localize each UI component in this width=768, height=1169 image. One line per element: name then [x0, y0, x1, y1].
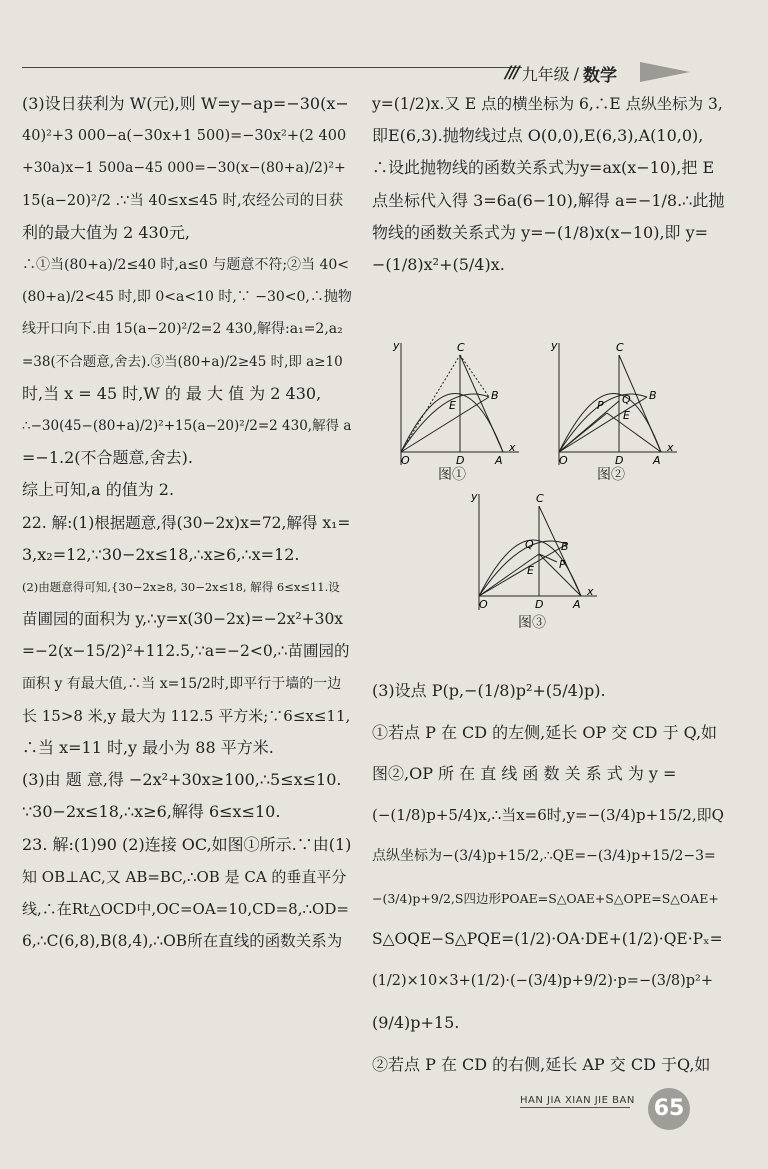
fig2-label-e: E — [623, 409, 630, 422]
fig2-label-x: x — [667, 441, 674, 454]
figure-3 — [463, 488, 603, 618]
fig2-label-d: D — [615, 454, 624, 467]
right-text-bottom-line: 点纵坐标为−(3/4)p+15/2,∴QE=−(3/4)p+15/2−3= — [372, 848, 716, 864]
left-text-line: =−2(x−15/2)²+112.5,∵a=−2<0,∴苗圃园的 — [22, 642, 350, 661]
left-text-line: 苗圃园的面积为 y,∴y=x(30−2x)=−2x²+30x — [22, 610, 344, 629]
left-text-line: 3,x₂=12,∵30−2x≤18,∴x≥6,∴x=12. — [22, 544, 300, 564]
fig1-label-a: A — [495, 454, 503, 467]
left-text-line: (2)由题意得可知,{30−2x≥8, 30−2x≤18, 解得 6≤x≤11.设 — [22, 580, 340, 595]
right-text-bottom-line: (3)设点 P(p,−(1/8)p²+(5/4)p). — [372, 681, 606, 700]
left-text-line: (3)由 题 意,得 −2x²+30x≥100,∴5≤x≤10. — [22, 770, 342, 790]
header-subject: 数学 — [583, 65, 618, 86]
right-text-bottom-line: ①若点 P 在 CD 的左侧,延长 OP 交 CD 于 Q,如 — [372, 722, 718, 742]
right-column-bottom — [372, 670, 724, 1085]
footer-rule — [520, 1107, 630, 1108]
fig1-label-d: D — [456, 454, 465, 467]
fig2-label-p: P — [597, 399, 604, 412]
fig1-label-x: x — [509, 441, 516, 454]
figure-1-caption: 图① — [438, 467, 466, 483]
left-text-line: 时,当 x = 45 时,W 的 最 大 值 为 2 430, — [22, 383, 322, 403]
fig1-label-e: E — [449, 399, 456, 412]
fig3-label-x: x — [587, 585, 594, 598]
right-text-top-line: 点坐标代入得 3=6a(6−10),解得 a=−1/8.∴此抛 — [372, 190, 725, 210]
right-text-top-line: −(1/8)x²+(5/4)x. — [372, 255, 505, 275]
left-text-line: 长 15>8 米,y 最大为 112.5 平方米;∵6≤x≤11, — [22, 706, 351, 725]
left-text-line: ∴−30(45−(80+a)/2)²+15(a−20)²/2=2 430,解得 a — [22, 418, 352, 435]
fig3-label-q: Q — [525, 538, 534, 551]
header-rule — [22, 67, 522, 68]
right-text-bottom-line: 图②,OP 所 在 直 线 函 数 关 系 式 为 y = — [372, 764, 677, 783]
fig3-label-p: P — [559, 558, 566, 571]
fig1-label-c: C — [457, 341, 465, 354]
left-text-line: 22. 解:(1)根据题意,得(30−2x)x=72,解得 x₁= — [22, 513, 351, 532]
fig1-label-b: B — [491, 389, 499, 402]
right-text-top-line: ∴设此抛物线的函数关系式为y=ax(x−10),把 E — [372, 158, 715, 178]
right-text-bottom-line: −(3/4)p+9/2,S四边形POAE=S△OAE+S△OPE=S△OAE+ — [372, 890, 719, 906]
left-text-line: +30a)x−1 500a−45 000=−30(x−(80+a)/2)²+ — [22, 160, 346, 177]
left-text-line: (3)设日获利为 W(元),则 W=y−ap=−30(x− — [22, 94, 349, 113]
fig3-label-b: B — [561, 540, 569, 553]
right-text-bottom-line: (1/2)×10×3+(1/2)·(−(3/4)p+9/2)·p=−(3/8)p²+ — [372, 972, 713, 989]
left-text-line: 线开口向下.由 15(a−20)²/2=2 430,解得:a₁=2,a₂ — [22, 321, 343, 338]
right-column-top — [372, 88, 724, 281]
left-text-line: 知 OB⊥AC,又 AB=BC,∴OB 是 CA 的垂直平分 — [22, 867, 347, 886]
left-text-line: ∵30−2x≤18,∴x≥6,解得 6≤x≤10. — [22, 802, 281, 822]
left-text-line: ∴当 x=11 时,y 最小为 88 平方米. — [22, 738, 274, 758]
left-text-line: =38(不合题意,舍去).③当(80+a)/2≥45 时,即 a≥10 — [22, 353, 343, 370]
footer-publisher: HAN JIA XIAN JIE BAN — [520, 1095, 635, 1106]
fig2-label-o: O — [559, 454, 568, 467]
figure-2 — [545, 335, 685, 470]
right-text-bottom-line: (−(1/8)p+5/4)x,∴当x=6时,y=−(3/4)p+15/2,即Q — [372, 805, 724, 824]
figure-2-caption: 图② — [597, 467, 625, 483]
right-text-bottom-line: (9/4)p+15. — [372, 1013, 460, 1032]
right-text-top-line: y=(1/2)x.又 E 点的横坐标为 6,∴E 点纵坐标为 3, — [372, 95, 723, 113]
left-text-line: ∴①当(80+a)/2≤40 时,a≤0 与题意不符;②当 40< — [22, 257, 350, 274]
right-text-bottom-line: ②若点 P 在 CD 的右侧,延长 AP 交 CD 于Q,如 — [372, 1054, 711, 1074]
left-text-line: (80+a)/2<45 时,即 0<a<10 时,∵ −30<0,∴抛物 — [22, 289, 352, 306]
fig2-label-y: y — [551, 339, 558, 352]
fig2-label-a: A — [653, 454, 661, 467]
right-text-bottom-line: S△OQE−S△PQE=(1/2)·OA·DE+(1/2)·QE·Pₓ= — [372, 930, 723, 948]
header-slashes: /// — [505, 63, 518, 83]
figure-1 — [385, 335, 525, 470]
left-text-line: 综上可知,a 的值为 2. — [22, 480, 175, 500]
fig3-label-o: O — [479, 598, 488, 611]
right-text-top-line: 物线的函数关系式为 y=−(1/8)x(x−10),即 y= — [372, 222, 709, 242]
left-text-line: 面积 y 有最大值,∴当 x=15/2时,即平行于墙的一边 — [22, 675, 342, 692]
left-text-line: 40)²+3 000−a(−30x+1 500)=−30x²+(2 400 — [22, 128, 347, 145]
running-header — [505, 60, 691, 86]
header-grade: 九年级 — [521, 64, 570, 84]
left-text-line: 23. 解:(1)90 (2)连接 OC,如图①所示.∵由(1) — [22, 834, 352, 854]
left-text-line: 线,∴在Rt△OCD中,OC=OA=10,CD=8,∴OD= — [22, 900, 349, 919]
fig1-label-y: y — [393, 339, 400, 352]
fig3-label-e: E — [527, 564, 534, 577]
right-text-top-line: 即E(6,3).抛物线过点 O(0,0),E(6,3),A(10,0), — [372, 126, 704, 146]
fig3-label-a: A — [573, 598, 581, 611]
left-column — [22, 88, 352, 957]
page-number: 65 — [648, 1088, 690, 1130]
fig2-label-q: Q — [622, 393, 631, 406]
left-text-line: 利的最大值为 2 430元, — [22, 222, 190, 242]
left-text-line: 15(a−20)²/2 .∵当 40≤x≤45 时,农经公司的日获 — [22, 192, 344, 209]
fig3-label-c: C — [536, 492, 544, 505]
figure-3-caption: 图③ — [518, 615, 546, 631]
fig3-label-y: y — [471, 490, 478, 503]
left-text-line: =−1.2(不合题意,舍去). — [22, 448, 193, 468]
fig2-label-b: B — [649, 389, 657, 402]
fig1-label-o: O — [401, 454, 410, 467]
fig2-label-c: C — [616, 341, 624, 354]
fig3-label-d: D — [535, 598, 544, 611]
header-separator: / — [573, 63, 580, 83]
left-text-line: 6,∴C(6,8),B(8,4),∴OB所在直线的函数关系为 — [22, 932, 343, 951]
